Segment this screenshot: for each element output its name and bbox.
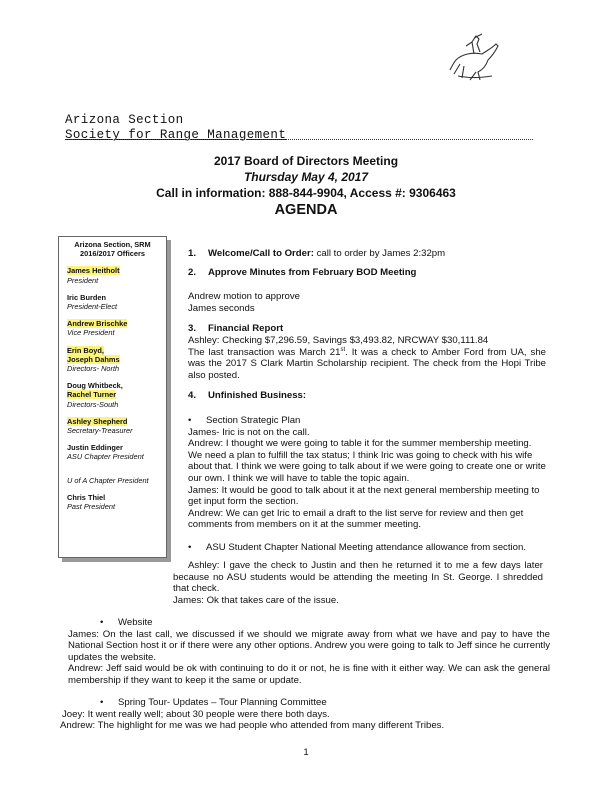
- meeting-date: Thursday May 4, 2017: [243, 170, 369, 184]
- spring-tour-section: [62, 697, 550, 732]
- officers-sidebar: [58, 236, 167, 558]
- discussion-line: Ashley: I gave the check to Justin and then he returned it to me a few days later because no ASU students would be attending the meeting In St. George. I shredded that check.: [173, 560, 543, 595]
- officer-role: U of A Chapter President: [67, 475, 149, 485]
- page-number: 1: [303, 747, 309, 758]
- discussion-line: James: Ok that takes care of the issue.: [173, 594, 339, 606]
- officer-name: Justin Eddinger: [67, 443, 123, 453]
- discussion-line: Andrew: We can get Iric to email a draft to the list serve for review and then get comments from members on it at the summer meeting.: [188, 507, 524, 531]
- officer-past-president: [67, 493, 166, 511]
- item-label: Unfinished Business:: [208, 390, 307, 402]
- agenda-item-4: [188, 390, 546, 402]
- meeting-title: 2017 Board of Directors Meeting: [213, 154, 399, 168]
- officer-name: Joseph Dahms: [67, 354, 120, 364]
- officer-name: Iric Burden: [67, 292, 107, 302]
- agenda-item-1: [188, 248, 546, 260]
- discussion-line: Andrew: Jeff said would be ok with continuing to do it or not, he is fine with it either way. We can ask the general membership if they want to keep it the same or update.: [68, 663, 550, 686]
- item-number: 2.: [188, 266, 197, 278]
- call-in-info: Call in information: 888-844-9904, Access #: 9306463: [156, 186, 456, 200]
- discussion-line: James: On the last call, we discussed if we should we migrate away from what we have and pay to have the National Section host it or if there were any other options. Andrew you were going to talk to Jeff since he currently updates the website.: [68, 628, 550, 663]
- discussion-line: Andrew: I thought we were going to table it for the summer membership meeting. We need a plan to fulfill the tax status; I think Iric was going to check with his wife about that. I think we were going to talk about if we were going to create one or write our own. I think we will have to table the topic again.: [188, 438, 546, 484]
- officer-directors-south: [67, 381, 166, 409]
- superscript: st: [340, 346, 346, 353]
- discussion-line: Joey: It went really well; about 30 people were there both days.: [62, 708, 330, 720]
- officer-role: President: [67, 275, 99, 285]
- sidebar-subheading: 2016/2017 Officers: [80, 249, 145, 259]
- bullet-icon: •: [100, 697, 104, 708]
- bullet-icon: •: [188, 414, 192, 426]
- text-span: . It was a check to Amber Ford from UA, she was the 2017 S Clark Martin Scholarship recipient. The check from the Hopi Tribe also posted.: [188, 346, 546, 381]
- officer-vice-president: [67, 319, 166, 337]
- item-label: Welcome/Call to Order:: [208, 248, 314, 259]
- org-name-line2: Society for Range Management: [65, 128, 287, 142]
- item-label: Approve Minutes from February BOD Meeting: [208, 266, 417, 278]
- bullet-title: Spring Tour- Updates – Tour Planning Committee: [118, 697, 327, 708]
- item2-second: James seconds: [188, 302, 255, 314]
- officer-name: Andrew Brischke: [67, 319, 128, 329]
- officer-name: Erin Boyd,: [67, 345, 104, 355]
- sidebar-heading: Arizona Section, SRM: [74, 240, 151, 249]
- agenda-heading: AGENDA: [274, 202, 338, 218]
- item-number: 4.: [188, 390, 197, 402]
- officer-name: Doug Whitbeck,: [67, 381, 123, 391]
- bullet-spring-tour: [62, 697, 550, 709]
- asu-allowance-discussion: [173, 560, 543, 606]
- bullet-icon: •: [100, 617, 104, 628]
- bullet-asu-allowance: [188, 542, 546, 554]
- header-divider: [65, 139, 533, 141]
- officer-role: Vice President: [67, 328, 115, 338]
- officer-name: Rachel Turner: [67, 390, 117, 400]
- officer-president-elect: [67, 293, 166, 311]
- bullet-strategic-plan: [188, 415, 546, 427]
- item-text: call to order by James 2:32pm: [316, 248, 446, 259]
- officer-president: [67, 266, 166, 284]
- bullet-title: Website: [118, 617, 153, 628]
- officer-role: Past President: [67, 502, 116, 512]
- financial-transaction-note: [188, 347, 546, 382]
- discussion-line: Andrew: The highlight for me was we had people who attended from many different Tribes.: [60, 720, 445, 732]
- officer-role: Directors- North: [67, 364, 120, 374]
- officer-role: ASU Chapter President: [67, 452, 144, 462]
- officer-name: Chris Thiel: [67, 492, 106, 502]
- financial-balances: Ashley: Checking $7,296.59, Savings $3,493.82, NRCWAY $30,111.84: [188, 334, 489, 346]
- officer-role: President-Elect: [67, 302, 118, 312]
- text-span: The last transaction was March 21: [188, 346, 341, 358]
- item-number: 1.: [188, 248, 197, 259]
- agenda-item-2: [188, 267, 546, 279]
- cowboy-on-horse-icon: [448, 30, 502, 82]
- officer-role: Secretary-Treasurer: [67, 426, 133, 436]
- agenda-body: [188, 248, 546, 553]
- item2-motion: Andrew motion to approve: [188, 291, 300, 303]
- discussion-line: James: It would be good to talk about it at the next general membership meeting to get input form the section.: [188, 484, 540, 508]
- officer-directors-north: [67, 346, 166, 374]
- item-number: 3.: [188, 323, 197, 335]
- bullet-title: ASU Student Chapter National Meeting attendance allowance from section.: [206, 541, 526, 553]
- officer-role: Directors-South: [67, 399, 119, 409]
- discussion-line: James- Iric is not on the call.: [188, 426, 310, 438]
- bullet-title: Section Strategic Plan: [206, 414, 301, 426]
- agenda-item-3: [188, 323, 546, 335]
- bullet-icon: •: [188, 541, 192, 553]
- officer-ua-chapter: [67, 476, 166, 485]
- website-section: [62, 617, 550, 687]
- bullet-website: [62, 617, 550, 629]
- item-label: Financial Report: [208, 323, 284, 335]
- title-block: [100, 153, 512, 219]
- officer-asu-chapter: [67, 443, 166, 461]
- org-name-line1: Arizona Section: [65, 113, 184, 127]
- officer-name: James Heitholt: [67, 266, 120, 276]
- officer-secretary-treasurer: [67, 417, 166, 435]
- officer-name: Ashley Shepherd: [67, 416, 128, 426]
